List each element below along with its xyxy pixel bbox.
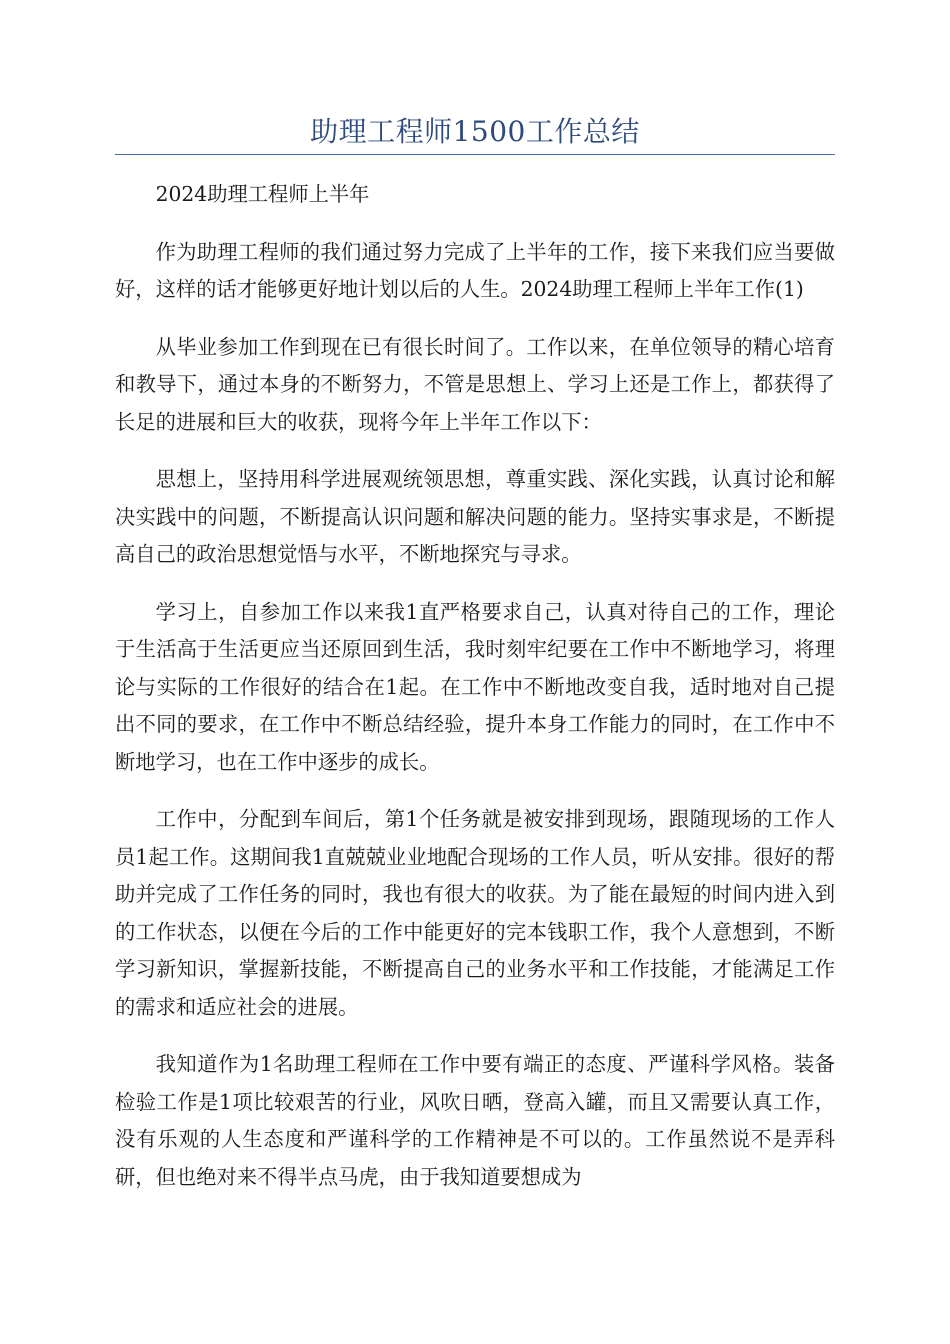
paragraph-thought: 思想上，坚持用科学进展观统领思想，尊重实践、深化实践，认真讨论和解决实践中的问题，不断提高认识问题和解决问题的能力。坚持实事求是，不断提高自己的政治思想觉悟与水平，不断地探究与寻求。 xyxy=(115,467,835,566)
paragraph-subtitle: 2024助理工程师上半年 xyxy=(155,182,370,206)
paragraph-work: 工作中，分配到车间后，第1个任务就是被安排到现场，跟随现场的工作人员1起工作。这期间我1直兢兢业业地配合现场的工作人员，听从安排。很好的帮助并完成了工作任务的同时，我也有很大的收获。为了能在最短的时间内进入到的工作状态，以便在今后的工作中能更好的完本钱职工作，我个人意想到，不断学习新知识，掌握新技能，不断提高自己的业务水平和工作技能，才能满足工作的需求和适应社会的进展。 xyxy=(115,807,835,1019)
paragraph-study: 学习上，自参加工作以来我1直严格要求自己，认真对待自己的工作，理论于生活高于生活更应当还原回到生活，我时刻牢纪要在工作中不断地学习，将理论与实际的工作很好的结合在1起。在工作中不断地改变自我，适时地对自己提出不同的要求，在工作中不断总结经验，提升本身工作能力的同时，在工作中不断地学习，也在工作中逐步的成长。 xyxy=(115,599,835,774)
document-title: 助理工程师1500工作总结 xyxy=(310,115,640,148)
paragraph-overview: 从毕业参加工作到现在已有很长时间了。工作以来，在单位领导的精心培育和教导下，通过本身的不断努力，不管是思想上、学习上还是工作上，都获得了长足的进展和巨大的收获，现将今年上半年工作以下： xyxy=(115,334,835,434)
title-underline xyxy=(115,154,835,155)
paragraph-attitude: 我知道作为1名助理工程师在工作中要有端正的态度、严谨科学风格。装备检验工作是1项比较艰苦的行业，风吹日晒，登高入罐，而且又需要认真工作，没有乐观的人生态度和严谨科学的工作精神是不可以的。工作虽然说不是弄科研，但也绝对来不得半点马虎，由于我知道要想成为 xyxy=(115,1052,835,1189)
document-body xyxy=(115,176,835,1216)
paragraph-intro: 作为助理工程师的我们通过努力完成了上半年的工作，接下来我们应当要做好，这样的话才能够更好地计划以后的人生。2024助理工程师上半年工作(1) xyxy=(115,239,835,301)
